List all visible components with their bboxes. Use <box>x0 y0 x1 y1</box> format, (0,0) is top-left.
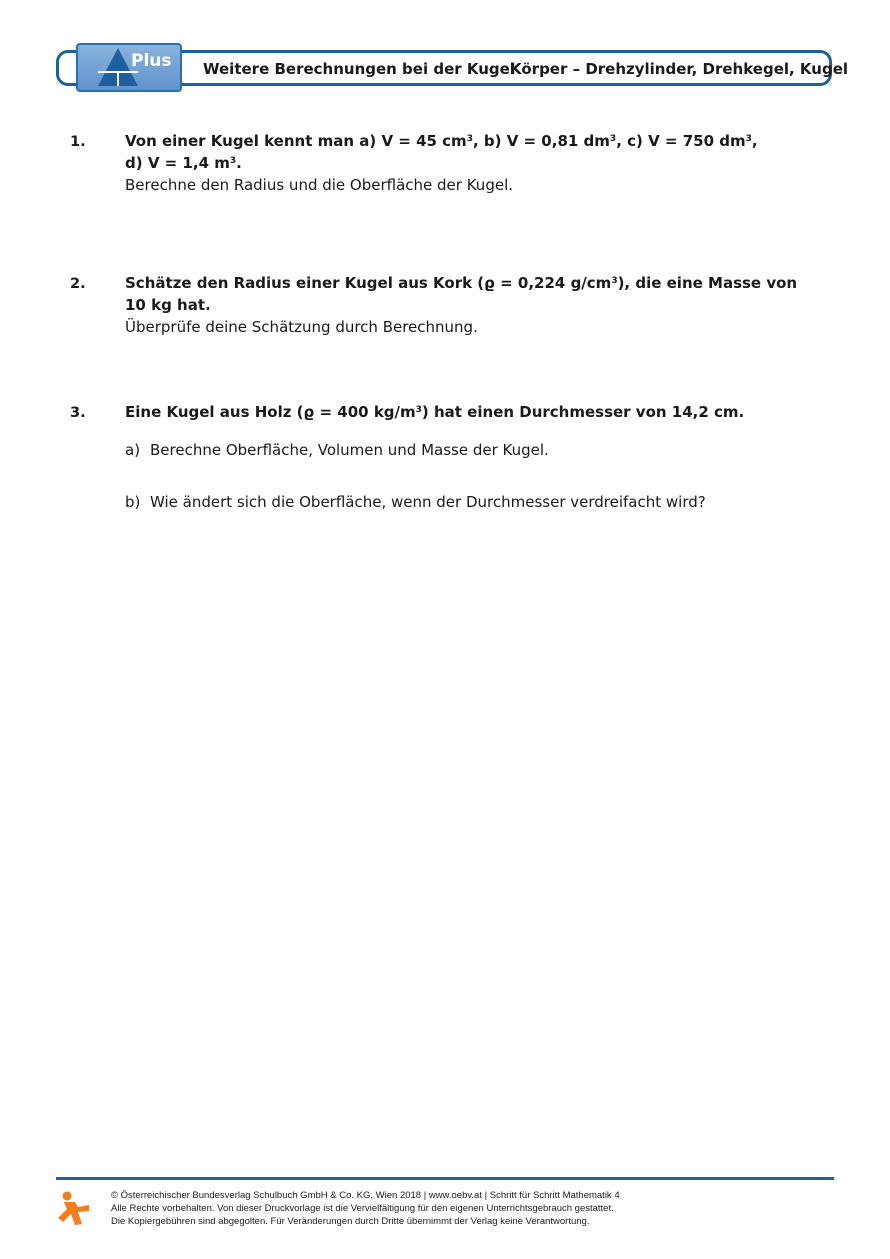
task-2-line-2: 10 kg hat. <box>125 296 211 314</box>
footer-copyright: © Österreichischer Bundesverlag Schulbuch GmbH & Co. KG, Wien 2018 | www.oebv.at | Schritt für Schritt Mathematik 4 <box>111 1190 620 1201</box>
logo-text: Plus <box>131 51 172 71</box>
task-number: 1. <box>70 134 86 150</box>
task-number: 3. <box>70 405 86 421</box>
task-1-line-1: Von einer Kugel kennt man a) V = 45 $cm^3$, b) V = 0,81 $dm^3$, c) V = 750 $dm^3$, <box>125 132 758 150</box>
footer-disclaimer: Die Kopiergebühren sind abgegolten. Für Veränderungen durch Dritte übernimmt der Verlag keine Verantwortung. <box>111 1216 590 1227</box>
chapter-title: Körper – Drehzylinder, Drehkegel, Kugel <box>510 60 849 78</box>
footer-divider <box>56 1177 834 1180</box>
subtask-b-text: Wie ändert sich die Oberfläche, wenn der Durchmesser verdreifacht wird? <box>150 493 706 511</box>
plus-logo <box>76 43 182 92</box>
task-2-line-1: Schätze den Radius einer Kugel aus Kork (ϱ = 0,224 $g/cm^3$), die eine Masse von <box>125 274 798 292</box>
worksheet-title: Weitere Berechnungen bei der Kugel <box>203 60 515 78</box>
task-3-line-1: Eine Kugel aus Holz (ϱ = 400 $kg/m^3$) hat einen Durchmesser von 14,2 cm. <box>125 403 745 421</box>
task-1-line-2: d) V = 1,4 $m^3$. <box>125 154 242 172</box>
task-number: 2. <box>70 276 86 292</box>
footer-rights: Alle Rechte vorbehalten. Von dieser Druckvorlage ist die Vervielfältigung für den eigenen Unterrichtsgebrauch gestattet. <box>111 1203 614 1214</box>
subtask-b-letter: b) <box>125 493 141 511</box>
task-2-instruction: Überprüfe deine Schätzung durch Berechnung. <box>125 318 478 336</box>
subtask-a-text: Berechne Oberfläche, Volumen und Masse der Kugel. <box>150 441 549 459</box>
task-1-instruction: Berechne den Radius und die Oberfläche der Kugel. <box>125 176 514 194</box>
subtask-a-letter: a) <box>125 441 141 459</box>
oebv-star-icon <box>55 1190 91 1226</box>
